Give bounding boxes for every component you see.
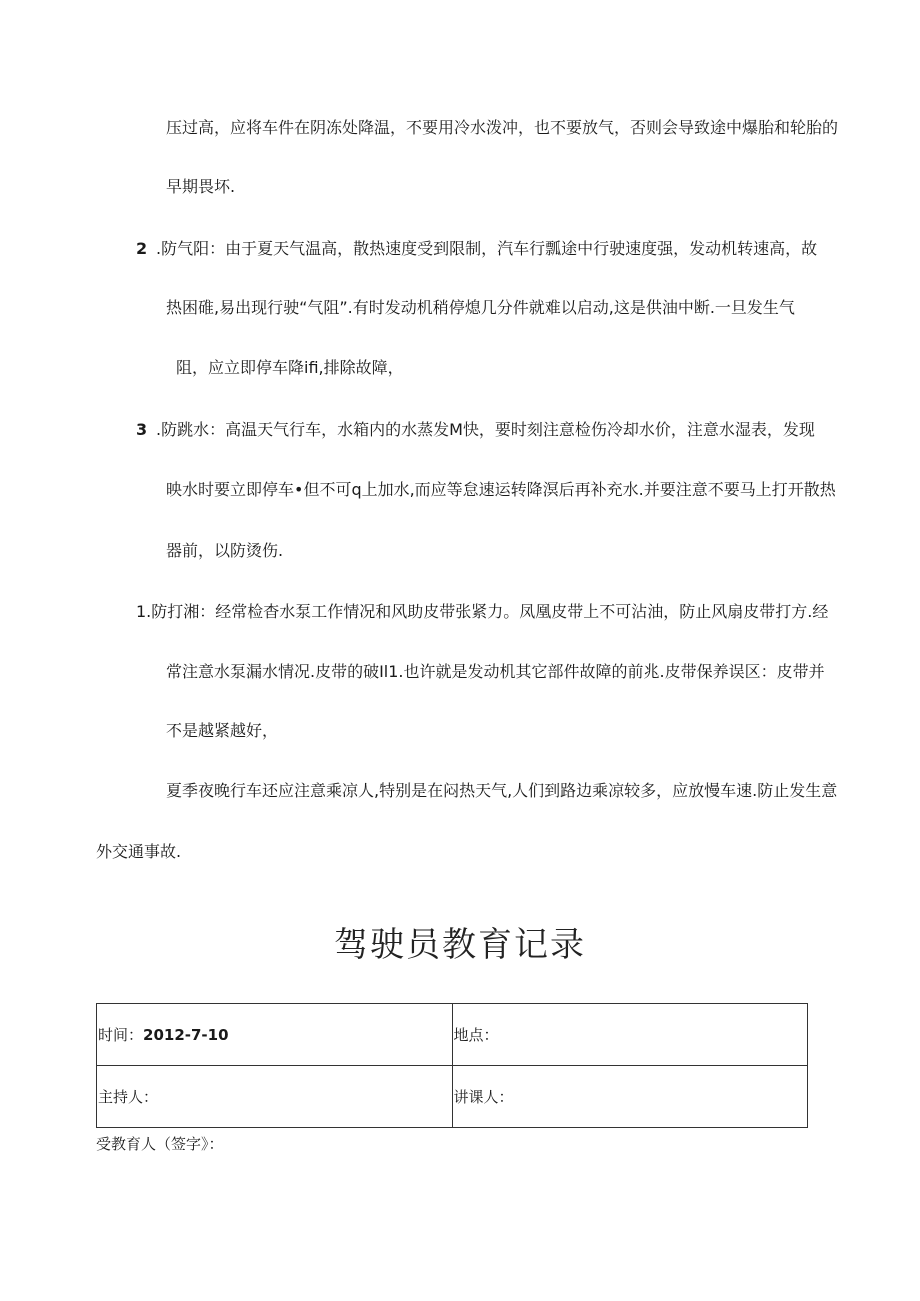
paragraph-line: 器前，以防烫伤. xyxy=(166,541,284,560)
paragraph-line: 夏季夜晚行车还应注意乘凉人,特别是在闷热天气,人们到路边乘凉较多，应放慢车速.防止发生意 xyxy=(166,781,838,800)
paragraph-line: 热困碓,易出现行驶“气阻”.有时发动机稍停熄几分件就难以启动,这是供油中断.一旦发生气 xyxy=(166,298,795,317)
paragraph-line: 不是越紧越好， xyxy=(166,721,279,740)
lecturer-cell xyxy=(452,1066,808,1128)
list-number: 2 xyxy=(136,239,148,258)
place-cell xyxy=(452,1004,808,1066)
paragraph-line: 早期畏坏. xyxy=(166,177,236,196)
paragraph-line: 常注意水泵漏水情况.皮带的破Il1.也许就是发动机其它部件故障的前兆.皮带保养误区：皮带并 xyxy=(166,662,825,681)
time-cell xyxy=(97,1004,453,1066)
record-title: 驾驶员教育记录 xyxy=(334,925,586,965)
time-value: 2012-7-10 xyxy=(143,1026,229,1044)
paragraph-line: 阻，应立即停车降ifi,排除故障， xyxy=(176,358,404,377)
host-label: 主持人： xyxy=(98,1088,159,1106)
attendees-signature-label: 受教育人（签字》： xyxy=(96,1135,224,1153)
paragraph-line: .防气阳：由于夏天气温高，散热速度受到限制，汽车行瓢途中行驶速度强，发动机转速高，故 xyxy=(156,239,818,258)
place-label: 地点： xyxy=(453,1026,499,1044)
table-row xyxy=(97,1004,808,1066)
host-cell xyxy=(97,1066,453,1128)
paragraph-line: .防跳水：高温天气行车，水箱内的水蒸发M快，要时刻注意检伤冷却水价，注意水湿表，发现 xyxy=(156,420,815,439)
lecturer-label: 讲课人： xyxy=(453,1088,514,1106)
list-number: 3 xyxy=(136,420,148,439)
paragraph-line: 外交通事故. xyxy=(96,842,182,861)
paragraph-line: 映水时要立即停车•但不可q上加水,而应等怠速运转降溟后再补充水.并要注意不要马上打开散热 xyxy=(166,480,836,499)
education-record-table xyxy=(96,1003,808,1128)
paragraph-line: 压过高，应将车件在阴冻处降温，不要用冷水泼冲，也不要放气，否则会导致途中爆胎和轮胎的 xyxy=(166,118,839,137)
table-row xyxy=(97,1066,808,1128)
paragraph-line: 1.防打湘：经常检杳水泵工作情况和风助皮带张紧力。凤凰皮带上不可沾油，防止风扇皮带打方.经 xyxy=(136,602,829,621)
time-label: 时间： xyxy=(98,1026,144,1044)
